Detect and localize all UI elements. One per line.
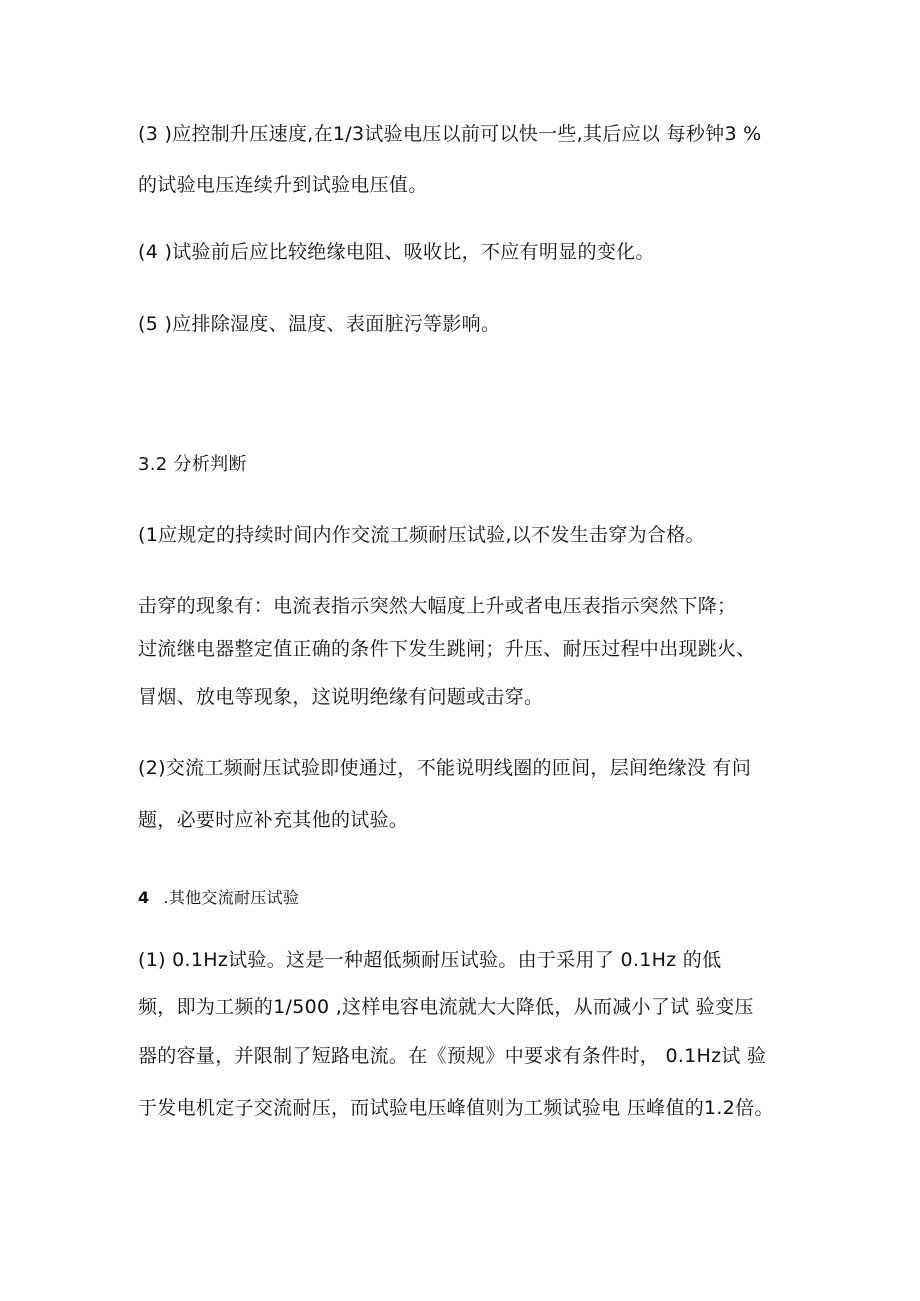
breakdown-line-1: 击穿的现象有：电流表指示突然大幅度上升或者电压表指示突然下降；	[138, 595, 737, 617]
judgement-2-line-1: (2)交流工频耐压试验即使通过，不能说明线圈的匝间，层间绝缘没 有问	[138, 757, 752, 779]
low-frequency-line-4: 于发电机定子交流耐压，而试验电压峰值则为工频试验电 压峰值的1.2倍。	[138, 1097, 774, 1119]
paragraph-3-line-2: 的试验电压连续升到试验电压值。	[138, 174, 428, 196]
section-heading-4	[138, 885, 299, 910]
judgement-1: (1应规定的持续时间内作交流工频耐压试验,以不发生击穿为合格。	[138, 524, 705, 546]
paragraph-4: (4 )试验前后应比较绝缘电阻、吸收比，不应有明显的变化。	[138, 241, 655, 263]
low-frequency-line-2: 频，即为工频的1/500 ,这样电容电流就大大降低，从而减小了试 验变压	[138, 996, 754, 1018]
paragraph-3-line-1: (3 )应控制升压速度,在1/3试验电压以前可以快一些,其后应以 每秒钟3 %	[138, 123, 762, 145]
judgement-2-line-2: 题，必要时应补充其他的试验。	[138, 809, 409, 831]
breakdown-line-3: 冒烟、放电等现象，这说明绝缘有问题或击穿。	[138, 686, 544, 708]
low-frequency-line-3: 器的容量，并限制了短路电流。在《预规》中要求有条件时， 0.1Hz试 验	[138, 1045, 767, 1067]
breakdown-line-2: 过流继电器整定值正确的条件下发生跳闸；升压、耐压过程中出现跳火、	[138, 638, 756, 660]
low-frequency-line-1: (1) 0.1Hz试验。这是一种超低频耐压试验。由于采用了 0.1Hz 的低	[138, 949, 722, 971]
paragraph-5: (5 )应排除湿度、温度、表面脏污等影响。	[138, 313, 501, 335]
section-heading-3-2: 3.2 分析判断	[138, 454, 247, 475]
section-number: 4	[138, 888, 150, 907]
section-title: .其他交流耐压试验	[163, 888, 300, 907]
